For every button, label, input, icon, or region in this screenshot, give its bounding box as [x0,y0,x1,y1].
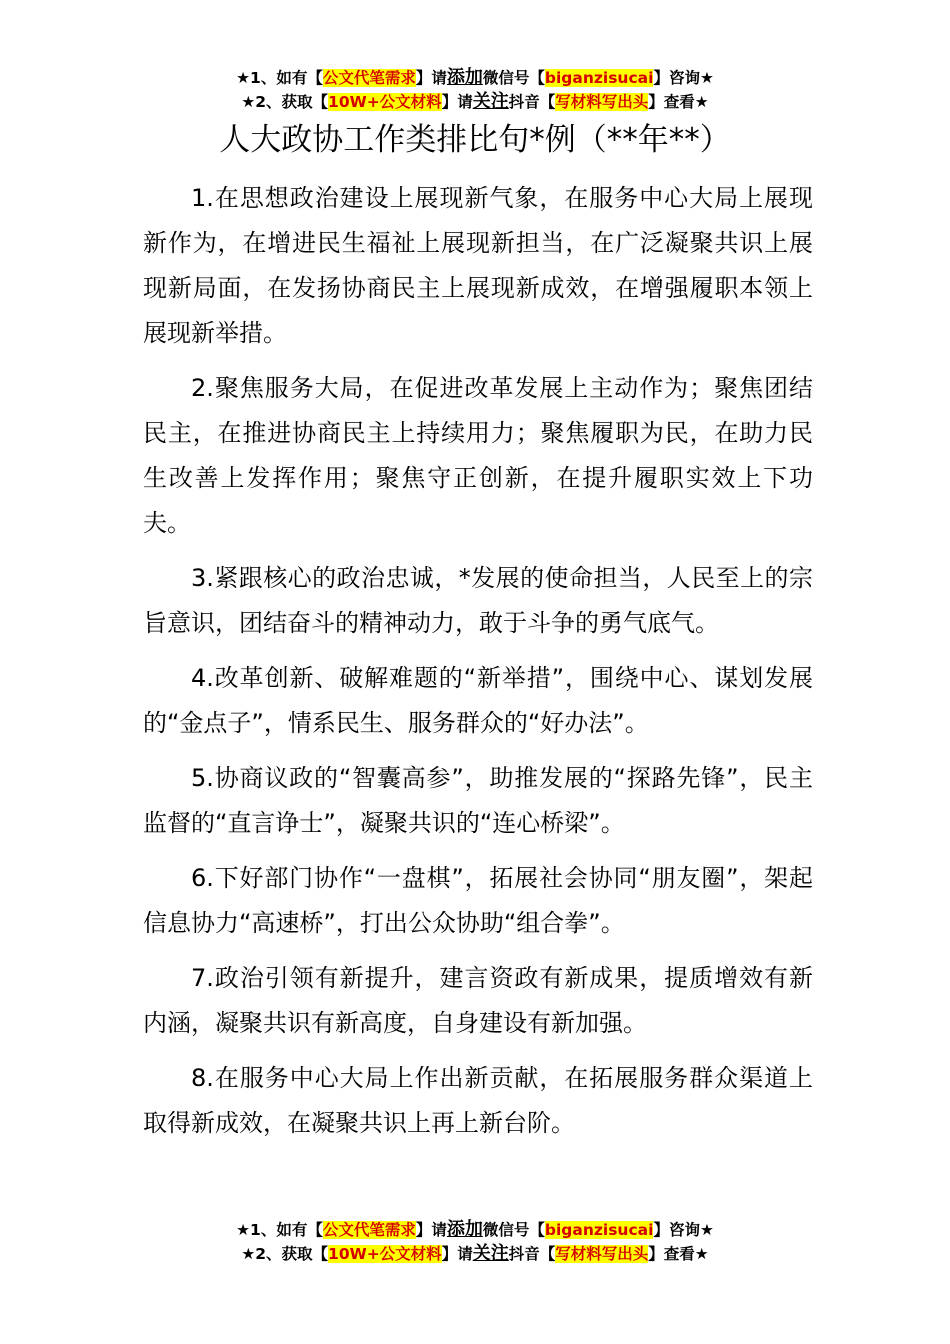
promo-line-2 [0,1242,950,1266]
promo-text: ★1、如有【 [236,69,323,87]
document-body [143,176,813,1156]
promo-text: ★2、获取【 [241,93,329,111]
paragraph-4: 4.改革创新、破解难题的“新举措”，围绕中心、谋划发展的“金点子”，情系民生、服务群众的“好办法”。 [143,664,813,737]
paragraph-6: 6.下好部门协作“一盘棋”，拓展社会协同“朋友圈”，架起信息协力“高速桥”，打出公众协助“组合拳”。 [143,864,813,937]
promo-highlight: 写材料写出头 [555,93,649,111]
promo-text: 】咨询★ [653,69,714,87]
paragraph-1: 1.在思想政治建设上展现新气象，在服务中心大局上展现新作为，在增进民生福祉上展现新担当，在广泛凝聚共识上展现新局面，在发扬协商民主上展现新成效，在增强履职本领上展现新举措。 [143,184,813,347]
promo-text: 】请 [441,93,473,111]
promo-line-2 [0,90,950,114]
promo-highlight: 写材料写出头 [555,1245,649,1263]
promo-highlight: 10W+公文材料 [328,1245,442,1263]
paragraph-8: 8.在服务中心大局上作出新贡献，在拓展服务群众渠道上取得新成效，在凝聚共识上再上新台阶。 [143,1064,813,1137]
promo-line-1 [0,1218,950,1242]
promo-text: 】请 [441,1245,473,1263]
promo-footer-bottom [0,1218,950,1266]
promo-emphasis: 关注 [472,1243,509,1264]
promo-emphasis: 关注 [472,91,509,112]
promo-text: 抖音【 [508,1245,556,1263]
paragraph-5: 5.协商议政的“智囊高参”，助推发展的“探路先锋”，民主监督的“直言诤士”，凝聚共识的“连心桥梁”。 [143,764,813,837]
promo-text: 抖音【 [508,93,556,111]
promo-text: ★2、获取【 [241,1245,329,1263]
promo-highlight: biganzisucai [544,69,654,87]
promo-text: ★1、如有【 [236,1221,323,1239]
promo-highlight: 公文代笔需求 [322,1221,416,1239]
promo-emphasis: 添加 [446,1219,483,1240]
promo-text: 微信号【 [482,69,545,87]
promo-line-1 [0,66,950,90]
paragraph-3: 3.紧跟核心的政治忠诚，*发展的使命担当，人民至上的宗旨意识，团结奋斗的精神动力，敢于斗争的勇气底气。 [143,564,813,637]
promo-emphasis: 添加 [446,67,483,88]
promo-text: 微信号【 [482,1221,545,1239]
promo-highlight: 公文代笔需求 [322,69,416,87]
document-title: 人大政协工作类排比句*例（**年**） [219,122,731,158]
promo-header-top [0,66,950,114]
paragraph-7: 7.政治引领有新提升，建言资政有新成果，提质增效有新内涵，凝聚共识有新高度，自身建设有新加强。 [143,964,813,1037]
promo-highlight: 10W+公文材料 [328,93,442,111]
promo-text: 】咨询★ [653,1221,714,1239]
paragraph-2: 2.聚焦服务大局，在促进改革发展上主动作为；聚焦团结民主，在推进协商民主上持续用力；聚焦履职为民，在助力民生改善上发挥作用；聚焦守正创新，在提升履职实效上下功夫。 [143,374,813,537]
promo-text: 】请 [415,1221,447,1239]
promo-highlight: biganzisucai [544,1221,654,1239]
promo-text: 】查看★ [648,1245,709,1263]
promo-text: 】请 [415,69,447,87]
promo-text: 】查看★ [648,93,709,111]
